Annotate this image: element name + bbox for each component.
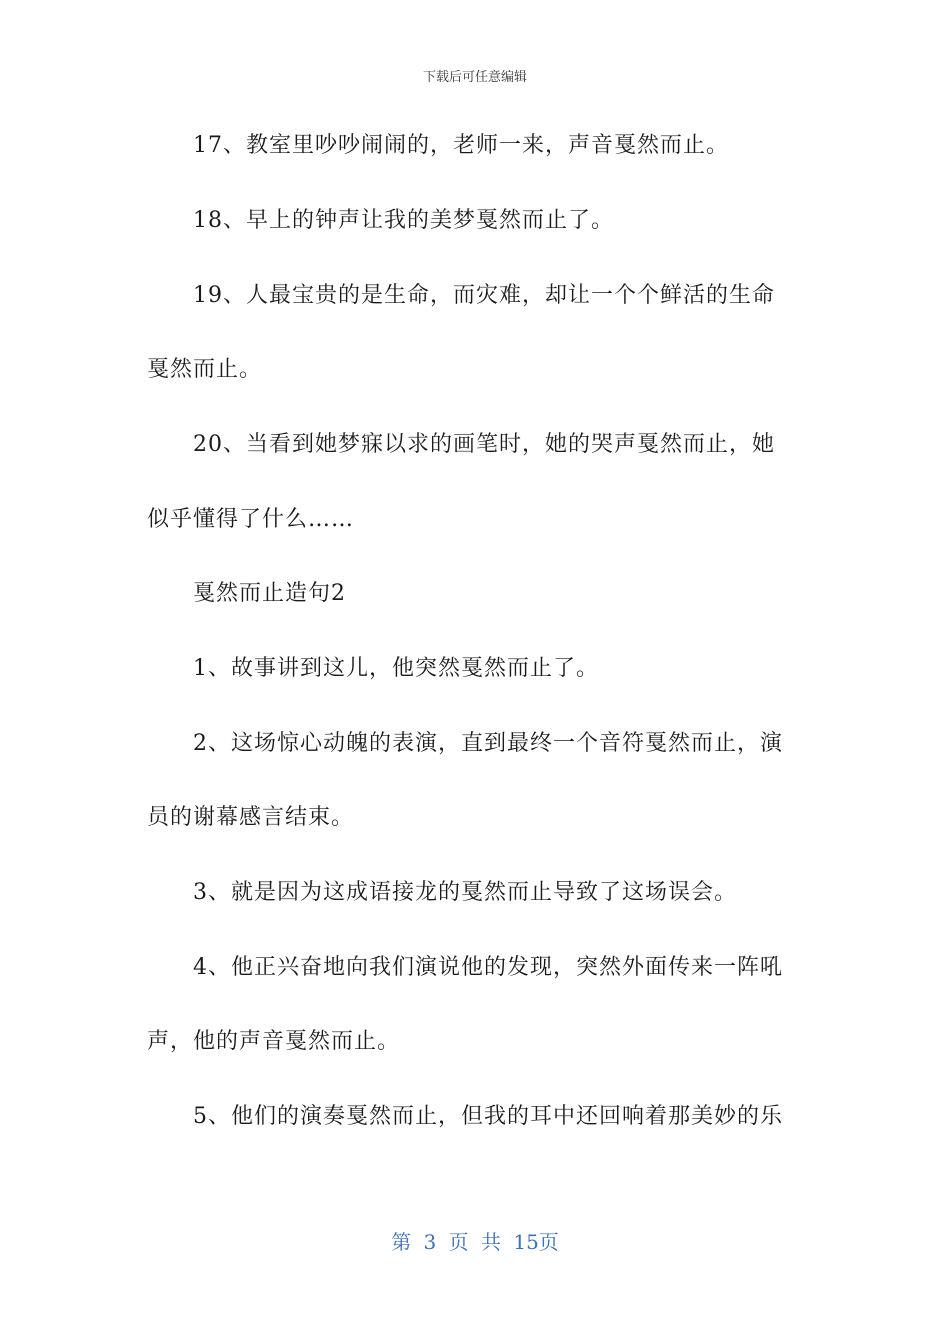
paragraph-line: 似乎懂得了什么…… [147, 507, 355, 532]
paragraph-line: 2、这场惊心动魄的表演，直到最终一个音符戛然而止，演 [193, 731, 783, 756]
paragraph-line: 18、早上的钟声让我的美梦戛然而止了。 [193, 208, 614, 233]
paragraph-line: 19、人最宝贵的是生命，而灾难，却让一个个鲜活的生命 [193, 283, 775, 308]
section-heading: 戛然而止造句2 [193, 581, 346, 606]
paragraph-line: 20、当看到她梦寐以求的画笔时，她的哭声戛然而止，她 [193, 432, 775, 457]
paragraph-line: 17、教室里吵吵闹闹的，老师一来，声音戛然而止。 [193, 133, 729, 158]
paragraph-line: 4、他正兴奋地向我们演说他的发现，突然外面传来一阵吼 [193, 955, 783, 980]
paragraph-line: 5、他们的演奏戛然而止，但我的耳中还回响着那美妙的乐 [193, 1104, 783, 1129]
paragraph-line: 戛然而止。 [147, 357, 263, 382]
paragraph-line: 3、就是因为这成语接龙的戛然而止导致了这场误会。 [193, 880, 737, 905]
page-number: 第 3 页 共 15页 [391, 1230, 559, 1254]
paragraph-line: 1、故事讲到这儿，他突然戛然而止了。 [193, 656, 599, 681]
header-note: 下载后可任意编辑 [422, 70, 527, 85]
paragraph-line: 员的谢幕感言结束。 [147, 805, 355, 830]
paragraph-line: 声，他的声音戛然而止。 [147, 1029, 401, 1054]
